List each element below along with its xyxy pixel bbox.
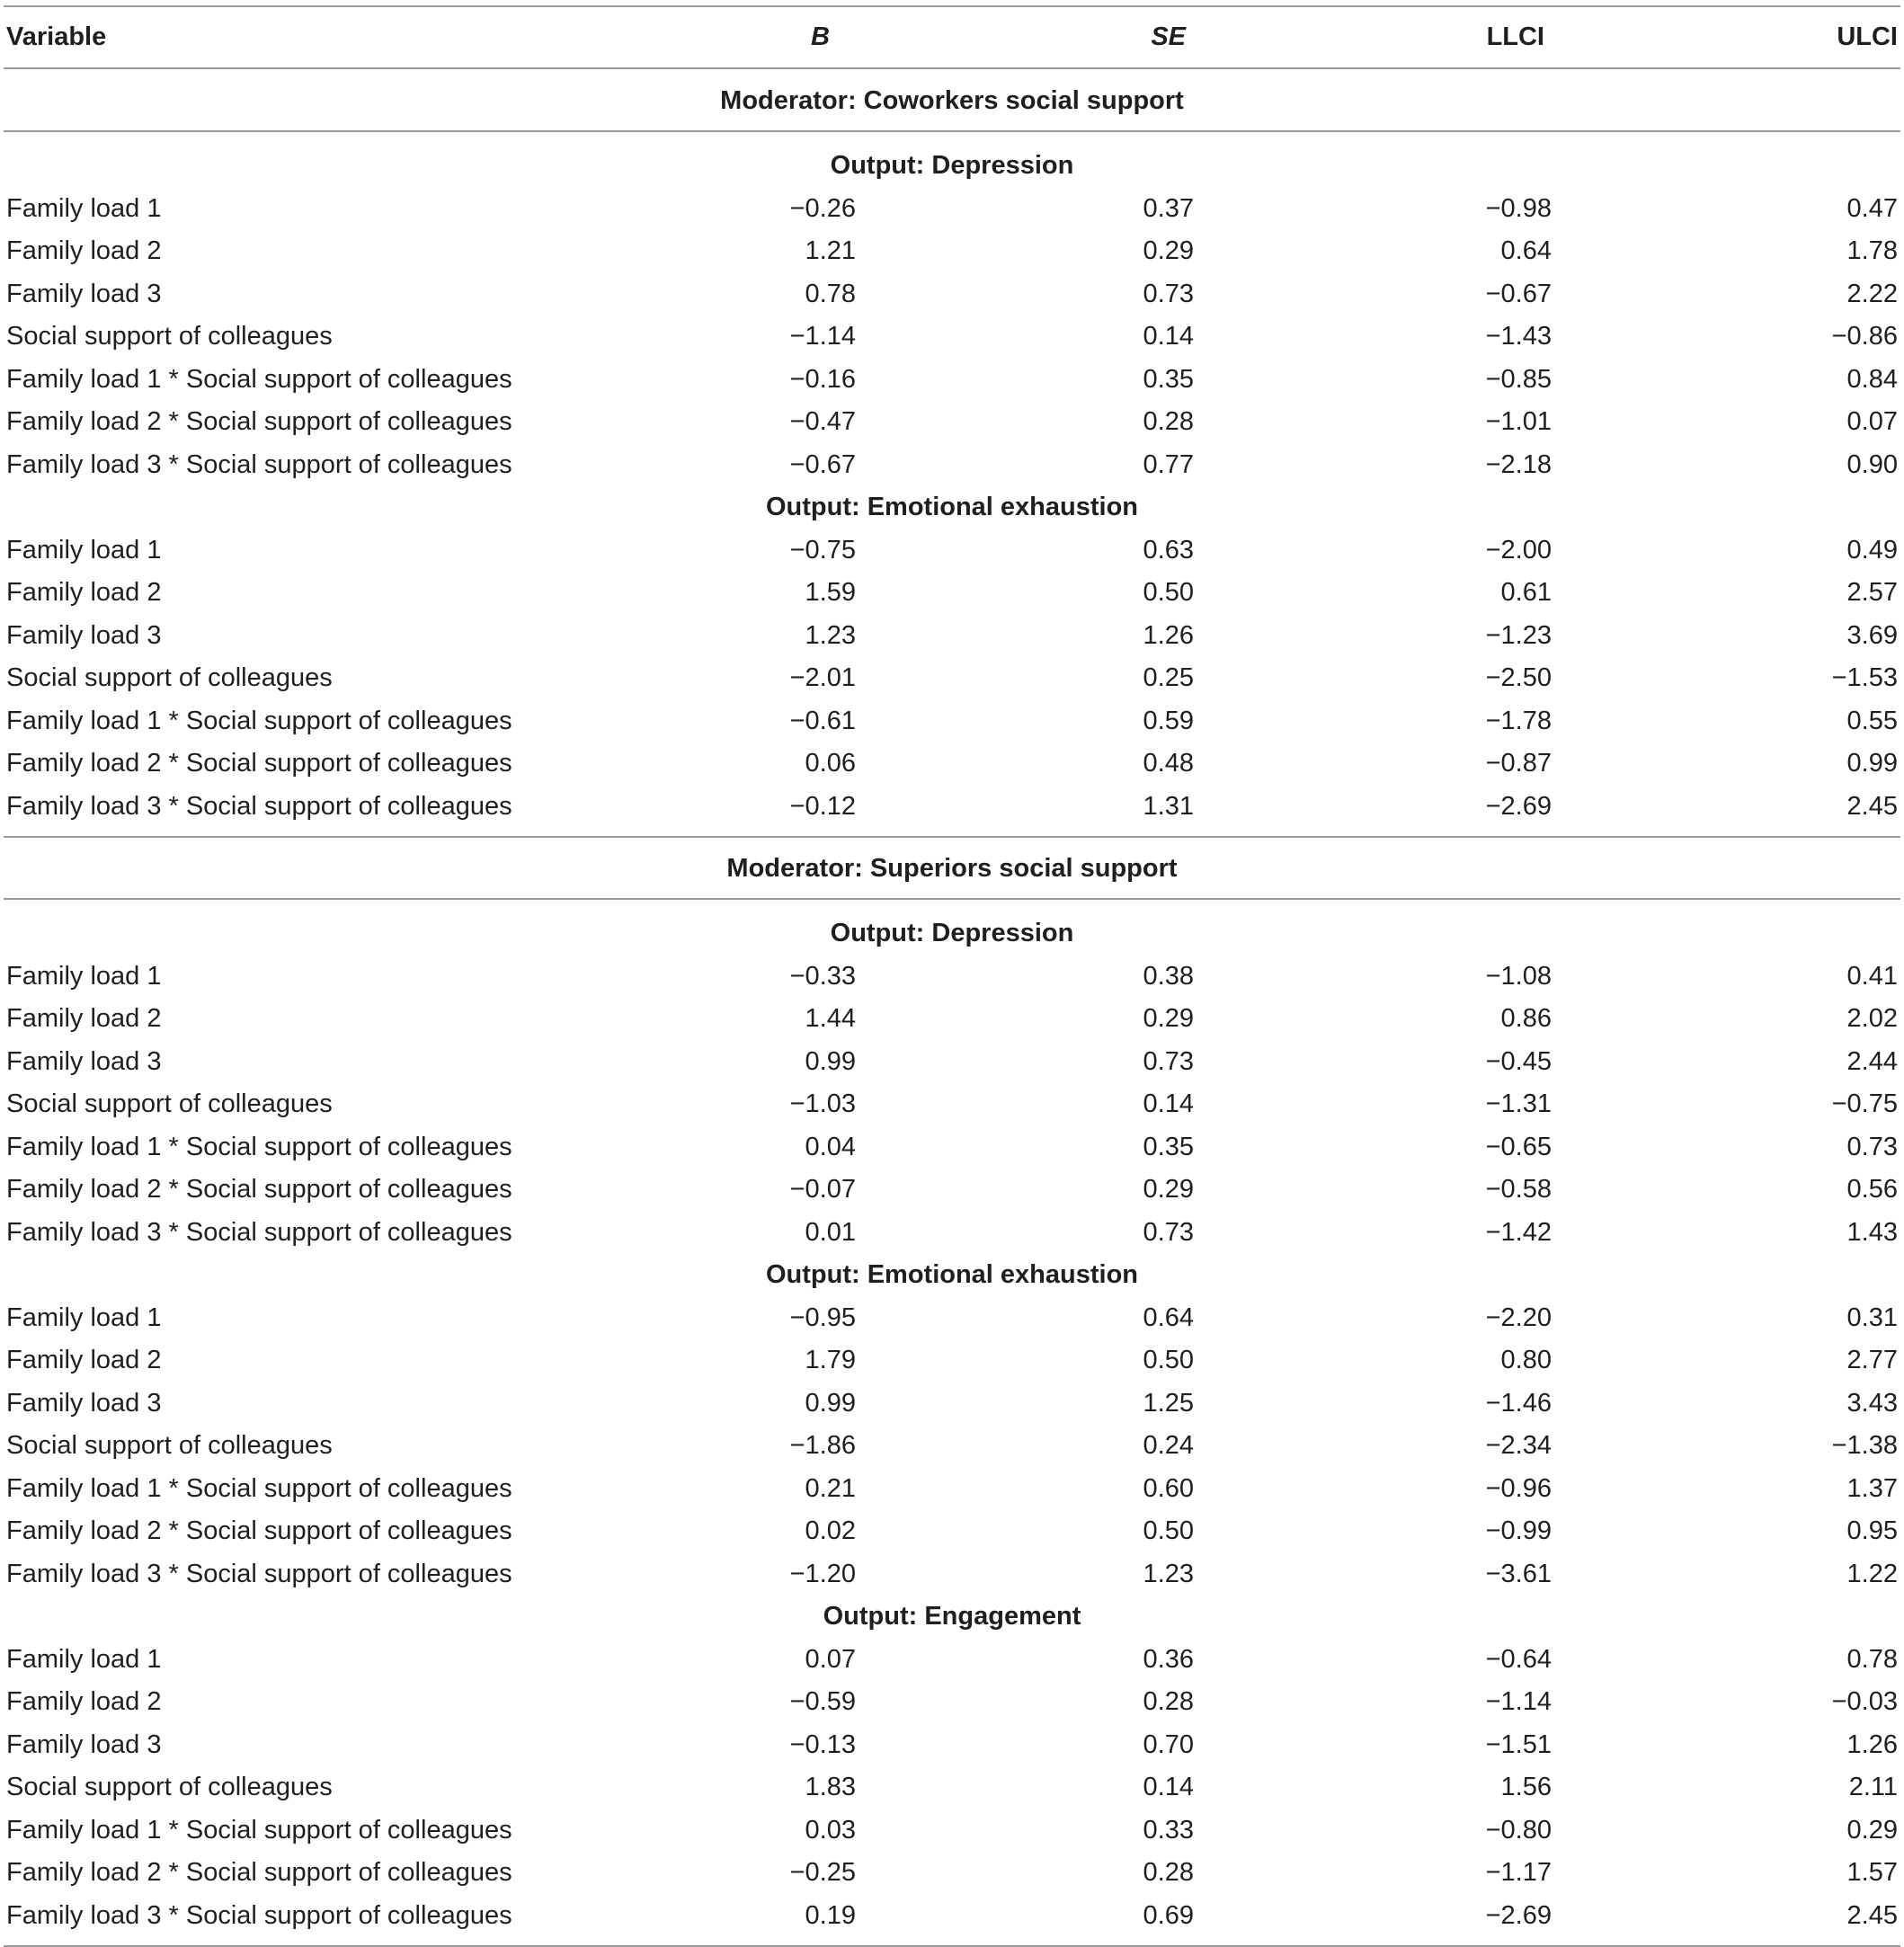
se-cell: 1.23 [1143,1559,1194,1588]
se-cell: 0.50 [1143,1346,1194,1374]
se-cell: 1.26 [1143,620,1194,650]
se-cell: 0.33 [1143,1815,1194,1845]
se-cell: 0.50 [1143,1516,1194,1545]
table-row [0,529,1904,572]
table-row [0,1851,1904,1894]
ulci-cell: 0.95 [1846,1516,1898,1545]
b-cell: 0.02 [805,1516,856,1545]
b-cell: −0.67 [789,449,856,479]
variable-cell: Family load 3 * Social support of colleagues [6,1900,512,1930]
se-cell: 0.28 [1143,1687,1194,1716]
b-cell: −0.47 [789,407,856,436]
b-cell: 1.79 [805,1346,856,1374]
llci-cell: −0.80 [1485,1815,1552,1845]
ulci-cell: 0.07 [1846,407,1898,436]
ulci-cell: 2.22 [1846,279,1898,308]
llci-cell: −1.43 [1485,322,1552,351]
ulci-cell: 3.69 [1846,620,1898,650]
se-cell: 0.37 [1143,193,1194,223]
llci-cell: −2.34 [1485,1431,1552,1460]
b-cell: −0.59 [789,1687,856,1716]
ulci-cell: −1.38 [1831,1431,1898,1460]
se-cell: 0.14 [1143,322,1194,351]
ulci-cell: 2.02 [1846,1004,1898,1033]
ulci-cell: 1.43 [1846,1217,1898,1247]
table-row [0,1638,1904,1681]
llci-cell: 0.80 [1500,1346,1552,1374]
ulci-cell: −0.86 [1831,322,1898,351]
table-row [0,571,1904,614]
ulci-cell: −0.03 [1831,1687,1898,1716]
table-row [0,229,1904,272]
se-cell: 0.29 [1143,236,1194,265]
variable-cell: Family load 3 [6,1388,162,1418]
llci-cell: −0.58 [1485,1175,1552,1204]
header-rule [4,67,1900,69]
table-row [0,1211,1904,1254]
se-cell: 0.25 [1143,663,1194,692]
b-cell: 1.21 [805,236,856,265]
llci-cell: −0.65 [1485,1132,1552,1161]
llci-cell: −2.20 [1485,1302,1552,1332]
b-cell: 0.99 [805,1046,856,1076]
b-cell: 0.07 [805,1644,856,1674]
variable-cell: Family load 3 [6,279,162,308]
se-cell: 0.24 [1143,1431,1194,1460]
llci-cell: −1.01 [1485,407,1552,436]
b-cell: −0.75 [789,535,856,565]
table-row [0,1424,1904,1467]
variable-cell: Family load 3 [6,1046,162,1076]
ulci-cell: 3.43 [1846,1388,1898,1418]
se-cell: 1.31 [1143,791,1194,821]
ulci-cell: 1.78 [1846,236,1898,265]
ulci-cell: 2.11 [1848,1773,1898,1801]
header-variable: Variable [6,22,107,51]
variable-cell: Family load 3 * Social support of colleagues [6,1217,512,1247]
table-row [0,955,1904,998]
ulci-cell: 0.47 [1846,193,1898,223]
b-cell: −0.26 [789,193,856,223]
ulci-cell: 1.37 [1846,1473,1898,1503]
llci-cell: 0.61 [1500,578,1552,607]
output-title: Output: Depression [830,919,1074,947]
output-heading-row [0,144,1904,187]
se-cell: 0.70 [1143,1729,1194,1759]
header-llci: LLCI [1486,22,1544,51]
se-cell: 0.28 [1143,1858,1194,1887]
b-cell: −0.12 [789,791,856,821]
output-title: Output: Emotional exhaustion [765,493,1139,521]
b-cell: 0.04 [805,1132,856,1161]
b-cell: 0.99 [805,1388,856,1418]
b-cell: −0.33 [789,961,856,991]
llci-cell: −1.17 [1485,1858,1552,1887]
table-row [0,1125,1904,1169]
table-row [0,1382,1904,1425]
b-cell: 1.83 [805,1773,856,1801]
ulci-cell: −1.53 [1831,663,1898,692]
llci-cell: −2.69 [1485,1900,1552,1930]
variable-cell: Family load 3 * Social support of colleagues [6,449,512,479]
ulci-cell: 2.77 [1846,1346,1898,1374]
se-cell: 0.29 [1143,1175,1194,1204]
variable-cell: Social support of colleagues [6,1089,333,1118]
llci-cell: −0.98 [1485,193,1552,223]
output-heading-row [0,911,1904,955]
llci-cell: −1.46 [1485,1388,1552,1418]
variable-cell: Family load 1 [6,1302,162,1332]
variable-cell: Social support of colleagues [6,1431,333,1460]
b-cell: 0.06 [805,749,856,778]
variable-cell: Family load 1 * Social support of colleagues [6,1132,512,1161]
b-cell: −0.95 [789,1302,856,1332]
ulci-cell: 0.84 [1846,364,1898,394]
ulci-cell: 0.56 [1846,1175,1898,1204]
b-cell: 1.23 [805,620,856,650]
output-heading-row [0,1253,1904,1296]
table-row [0,400,1904,443]
ulci-cell: 0.41 [1846,961,1898,991]
b-cell: 1.59 [805,578,856,607]
moderator-title: Moderator: Coworkers social support [720,86,1184,115]
table-row [0,187,1904,230]
variable-cell: Social support of colleagues [6,663,333,692]
b-cell: 0.01 [805,1217,856,1247]
table-row [0,1082,1904,1125]
moderator-rule [4,130,1900,132]
se-cell: 0.64 [1143,1302,1194,1332]
variable-cell: Family load 2 [6,1004,162,1033]
output-title: Output: Depression [830,151,1074,180]
ulci-cell: 0.49 [1846,535,1898,565]
se-cell: 0.50 [1143,578,1194,607]
llci-cell: −0.45 [1485,1046,1552,1076]
se-cell: 0.69 [1143,1900,1194,1930]
variable-cell: Family load 2 * Social support of colleagues [6,749,512,778]
table-row [0,1765,1904,1809]
variable-cell: Family load 3 [6,620,162,650]
se-cell: 0.14 [1143,1089,1194,1118]
se-cell: 0.28 [1143,407,1194,436]
se-cell: 0.77 [1143,449,1194,479]
b-cell: −0.61 [789,706,856,735]
llci-cell: −2.50 [1485,663,1552,692]
table-row [0,1467,1904,1510]
table-row [0,1040,1904,1083]
header-ulci: ULCI [1837,22,1898,51]
ulci-cell: 0.55 [1846,706,1898,735]
llci-cell: −0.96 [1485,1473,1552,1503]
ulci-cell: 0.78 [1846,1644,1898,1674]
variable-cell: Family load 1 * Social support of colleagues [6,364,512,394]
b-cell: −0.13 [789,1729,856,1759]
ulci-cell: 0.31 [1846,1302,1898,1332]
ulci-cell: 1.22 [1846,1559,1898,1588]
header-b: B [811,22,830,51]
output-heading-row [0,485,1904,529]
variable-cell: Family load 2 * Social support of colleagues [6,1516,512,1545]
llci-cell: −0.99 [1485,1516,1552,1545]
variable-cell: Family load 2 [6,1346,162,1374]
variable-cell: Family load 2 * Social support of colleagues [6,1175,512,1204]
header-se: SE [1151,22,1186,51]
se-cell: 0.35 [1143,1132,1194,1161]
ulci-cell: 2.44 [1846,1046,1898,1076]
moderator-heading-row [0,847,1904,890]
llci-cell: 0.64 [1500,236,1552,265]
table-row [0,785,1904,828]
table-row [0,614,1904,657]
llci-cell: −1.08 [1485,961,1552,991]
table-row [0,1338,1904,1382]
variable-cell: Family load 1 [6,1644,162,1674]
se-cell: 0.73 [1143,1046,1194,1076]
variable-cell: Family load 3 * Social support of colleagues [6,1559,512,1588]
table-row [0,1680,1904,1723]
llci-cell: −2.69 [1485,791,1552,821]
llci-cell: 1.56 [1500,1773,1552,1801]
section-rule [4,836,1900,838]
llci-cell: −0.87 [1485,749,1552,778]
variable-cell: Family load 1 [6,193,162,223]
ulci-cell: 0.90 [1846,449,1898,479]
b-cell: −0.07 [789,1175,856,1204]
table-row [0,272,1904,316]
variable-cell: Family load 3 [6,1729,162,1759]
se-cell: 0.36 [1143,1644,1194,1674]
ulci-cell: 1.26 [1846,1729,1898,1759]
variable-cell: Family load 2 * Social support of colleagues [6,1858,512,1887]
se-cell: 0.38 [1143,961,1194,991]
variable-cell: Social support of colleagues [6,1773,333,1801]
variable-cell: Family load 1 * Social support of colleagues [6,1473,512,1503]
ulci-cell: 2.45 [1846,791,1898,821]
b-cell: −0.25 [789,1858,856,1887]
table-header-row [0,15,1904,58]
table-row [0,997,1904,1040]
variable-cell: Family load 2 * Social support of colleagues [6,407,512,436]
output-title: Output: Emotional exhaustion [765,1260,1139,1289]
table-row [0,315,1904,358]
llci-cell: −3.61 [1485,1559,1552,1588]
table-row [0,443,1904,486]
llci-cell: −2.00 [1485,535,1552,565]
llci-cell: −1.23 [1485,620,1552,650]
b-cell: −1.86 [789,1431,856,1460]
table-row [0,1723,1904,1766]
b-cell: 0.03 [805,1815,856,1845]
se-cell: 0.63 [1143,535,1194,565]
b-cell: −2.01 [789,663,856,692]
table-top-rule [4,5,1900,7]
ulci-cell: 1.57 [1846,1858,1898,1887]
table-row [0,1509,1904,1552]
output-title: Output: Engagement [823,1602,1081,1631]
llci-cell: −1.31 [1485,1089,1552,1118]
b-cell: 0.78 [805,279,856,308]
se-cell: 0.48 [1143,749,1194,778]
table-row [0,742,1904,785]
llci-cell: 0.86 [1500,1004,1552,1033]
se-cell: 0.60 [1143,1473,1194,1503]
ulci-cell: 2.57 [1846,578,1898,607]
se-cell: 0.73 [1143,279,1194,308]
table-row [0,1552,1904,1596]
table-row [0,1296,1904,1339]
se-cell: 0.59 [1143,706,1194,735]
se-cell: 1.25 [1143,1388,1194,1418]
table-row [0,358,1904,401]
llci-cell: −0.64 [1485,1644,1552,1674]
variable-cell: Family load 2 [6,236,162,265]
llci-cell: −1.78 [1485,706,1552,735]
variable-cell: Family load 1 [6,535,162,565]
se-cell: 0.29 [1143,1004,1194,1033]
variable-cell: Family load 3 * Social support of colleagues [6,791,512,821]
ulci-cell: 0.99 [1846,749,1898,778]
llci-cell: −1.42 [1485,1217,1552,1247]
b-cell: 0.21 [805,1473,856,1503]
ulci-cell: 2.45 [1846,1900,1898,1930]
table-row [0,1809,1904,1852]
variable-cell: Family load 2 [6,1687,162,1716]
variable-cell: Family load 1 [6,961,162,991]
variable-cell: Social support of colleagues [6,322,333,351]
b-cell: −0.16 [789,364,856,394]
llci-cell: −1.14 [1485,1687,1552,1716]
ulci-cell: 0.73 [1846,1132,1898,1161]
b-cell: 1.44 [805,1004,856,1033]
se-cell: 0.35 [1143,364,1194,394]
llci-cell: −2.18 [1485,449,1552,479]
moderator-heading-row [0,79,1904,122]
llci-cell: −0.85 [1485,364,1552,394]
moderator-rule [4,898,1900,900]
table-row [0,699,1904,742]
b-cell: −1.14 [789,322,856,351]
table-row [0,1168,1904,1211]
moderator-title: Moderator: Superiors social support [726,854,1178,883]
ulci-cell: 0.29 [1846,1815,1898,1845]
b-cell: 0.19 [805,1900,856,1930]
variable-cell: Family load 2 [6,578,162,607]
b-cell: −1.20 [789,1559,856,1588]
llci-cell: −1.51 [1485,1729,1552,1759]
llci-cell: −0.67 [1485,279,1552,308]
se-cell: 0.14 [1143,1773,1194,1801]
output-heading-row [0,1595,1904,1638]
variable-cell: Family load 1 * Social support of colleagues [6,1815,512,1845]
se-cell: 0.73 [1143,1217,1194,1247]
ulci-cell: −0.75 [1831,1089,1898,1118]
b-cell: −1.03 [789,1089,856,1118]
table-row [0,656,1904,699]
table-row [0,1894,1904,1937]
variable-cell: Family load 1 * Social support of colleagues [6,706,512,735]
